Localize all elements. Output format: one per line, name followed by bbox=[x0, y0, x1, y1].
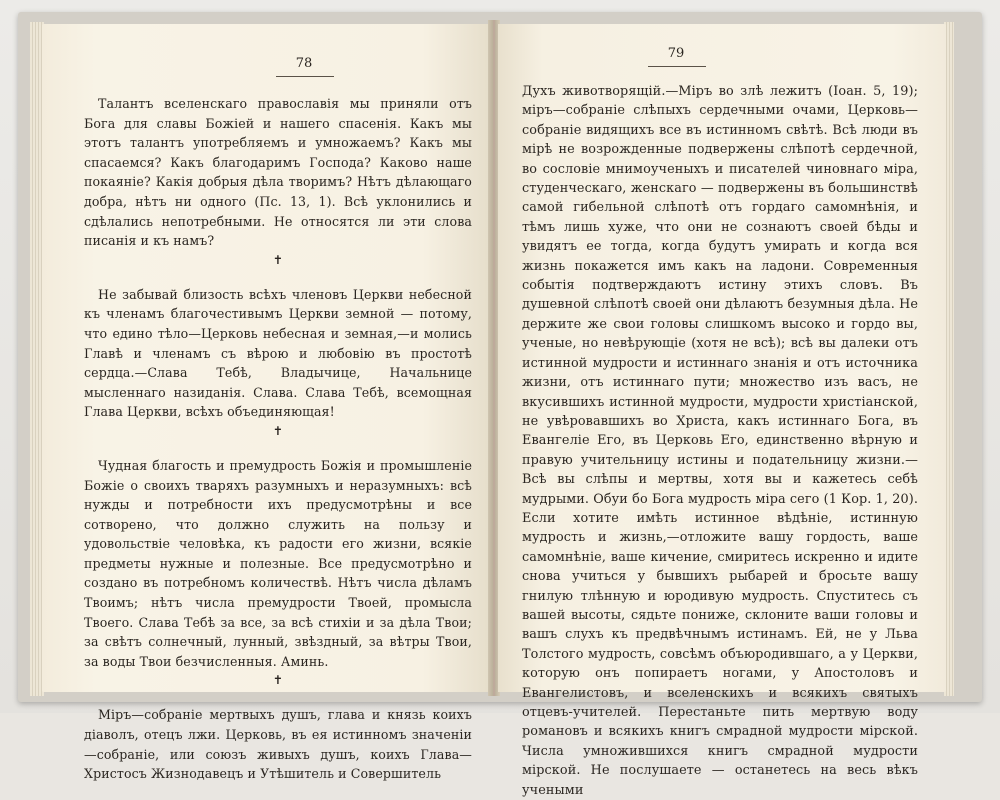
paragraph: Не забывай близость всѣхъ членовъ Церкви небесной къ членамъ благочестивымъ Церкви земной — потому, что едино тѣло—Церковь небесная и земная,—и молись Главѣ и членамъ съ вѣрою и любовію въ простотѣ сердца.—Слава Тебѣ, Владычице, Начальнице мысленнаго назиданія. Слава. Слава Тебѣ, всемощная Глава Церкви, всѣхъ объединяющая! bbox=[84, 286, 472, 420]
left-page bbox=[42, 24, 490, 782]
page-number: 79 bbox=[667, 46, 685, 61]
cross-ornament: ✝ bbox=[272, 252, 284, 267]
paragraph: Міръ—собраніе мертвыхъ душъ, глава и князь коихъ діаволъ, отецъ лжи. Церковь, въ ея истинномъ значеніи—собраніе, или союзъ живыхъ душъ, коихъ Глава—Христосъ Жизнодавецъ и Утѣшитель и Совершитель bbox=[84, 707, 472, 782]
cross-ornament: ✝ bbox=[272, 423, 284, 438]
right-page bbox=[498, 24, 946, 798]
page-text bbox=[522, 82, 918, 800]
page-number: 78 bbox=[295, 56, 313, 71]
paragraph: Чудная благость и премудрость Божія и промышленіе Божіе о своихъ тваряхъ разумныхъ и неразумныхъ: всѣ нужды и потребности ихъ предусмотрѣны и все сотворено, что должно служить на пользу и удовольствіе человѣка, къ радости его жизни, всякіе предметы нужные и полезные. Все предусмотрѣно и создано въ потребномъ количествѣ. Нѣтъ числа дѣламъ Твоимъ; нѣтъ числа премудрости Твоей, промысла Твоего. Слава Тебѣ за все, за всѣ стихіи и за дѣла Твои; за свѣтъ солнечный, лунный, звѣздный, за вѣтры Твои, за воды Твои безчисленныя. Аминь. bbox=[84, 457, 472, 669]
paragraph: Талантъ вселенскаго православія мы приняли отъ Бога для славы Божіей и нашего спасенія. Какъ мы этотъ талантъ употребляемъ и умножаемъ? Какъ мы спасаемся? Какъ благодаримъ Господа? Каково наше покаяніе? Какія добрыя дѣла творимъ? Нѣтъ дѣлающаго добра, нѣтъ ни одного (Пс. 13, 1). Всѣ уклонились и сдѣлались непотребными. Не относятся ли эти слова писанія и къ намъ? bbox=[84, 96, 472, 249]
page-text bbox=[84, 94, 472, 784]
cross-ornament: ✝ bbox=[272, 673, 284, 688]
header-rule bbox=[648, 66, 706, 67]
header-rule bbox=[276, 76, 334, 77]
paragraph: Духъ животворящій.—Міръ во злѣ лежитъ (Іоан. 5, 19); міръ—собраніе слѣпыхъ сердечными очами, Церковь—собраніе видящихъ все въ истинномъ свѣтѣ. Всѣ люди въ мірѣ не возрожденные подвержены слѣпотѣ сердечной, во сословіе мнимоученыхъ и писателей чиновнаго міра, студенческаго, женскаго — подвержены въ большинствѣ самой гибельной слѣпотѣ отъ гордаго самомнѣнія, и тѣмъ лишь хуже, что они не сознаютъ своей бѣды и увидятъ ее тогда, когда будутъ умирать и когда вся жизнь покажется имъ какъ на ладони. Современныя событія подтверждаютъ истину этихъ словъ. Въ душевной слѣпотѣ своей они дѣлаютъ безумныя дѣла. Не держите же свои головы слишкомъ высоко и гордо вы, ученые, но невѣрующіе (хотя не всѣ); всѣ вы далеки отъ истинной мудрости и истиннаго знанія и отъ источника жизни, отъ истиннаго пути; множество изъ васъ, не вкусившихъ истинной мудрости, мудрости христіанской, не увѣровавшихъ во Христа, какъ истиннаго Бога, въ Евангеліе Его, въ Церковь Его, единственно вѣрную и правую учительницу истины и подательницу жизни.—Всѣ вы слѣпы и мертвы, хотя вы и кажетесь себѣ мудрыми. Обуи бо Бога мудрость міра сего (1 Кор. 1, 20). Если хотите имѣть истинное вѣдѣніе, истинную мудрость и жизнь,—отложите вашу гордость, ваше самомнѣніе, ваше кичение, смиритесь искренно и идите снова учиться у бывшихъ рыбарей и бросьте вашу гнилую тлѣнную и юродивую мудрость. Спуститесь съ вашей высоты, сядьте пониже, склоните ваши головы и вашъ слухъ къ предвѣчнымъ истинамъ. Ей, не у Льва Толстого мудрость, совсѣмъ объюродившаго, а у Церкви, которую онъ попираетъ ногами, у Апостоловъ и Евангелистовъ, и вселенскихъ и всякихъ святыхъ отцевъ-учителей. Перестаньте пить мертвую воду романовъ и всякихъ книгъ смрадной мудрости мірской. Числа умножившихся книгъ смрадной мудрости мірской. Не послушаете — останетесь на весь вѣкъ учеными bbox=[522, 84, 918, 798]
